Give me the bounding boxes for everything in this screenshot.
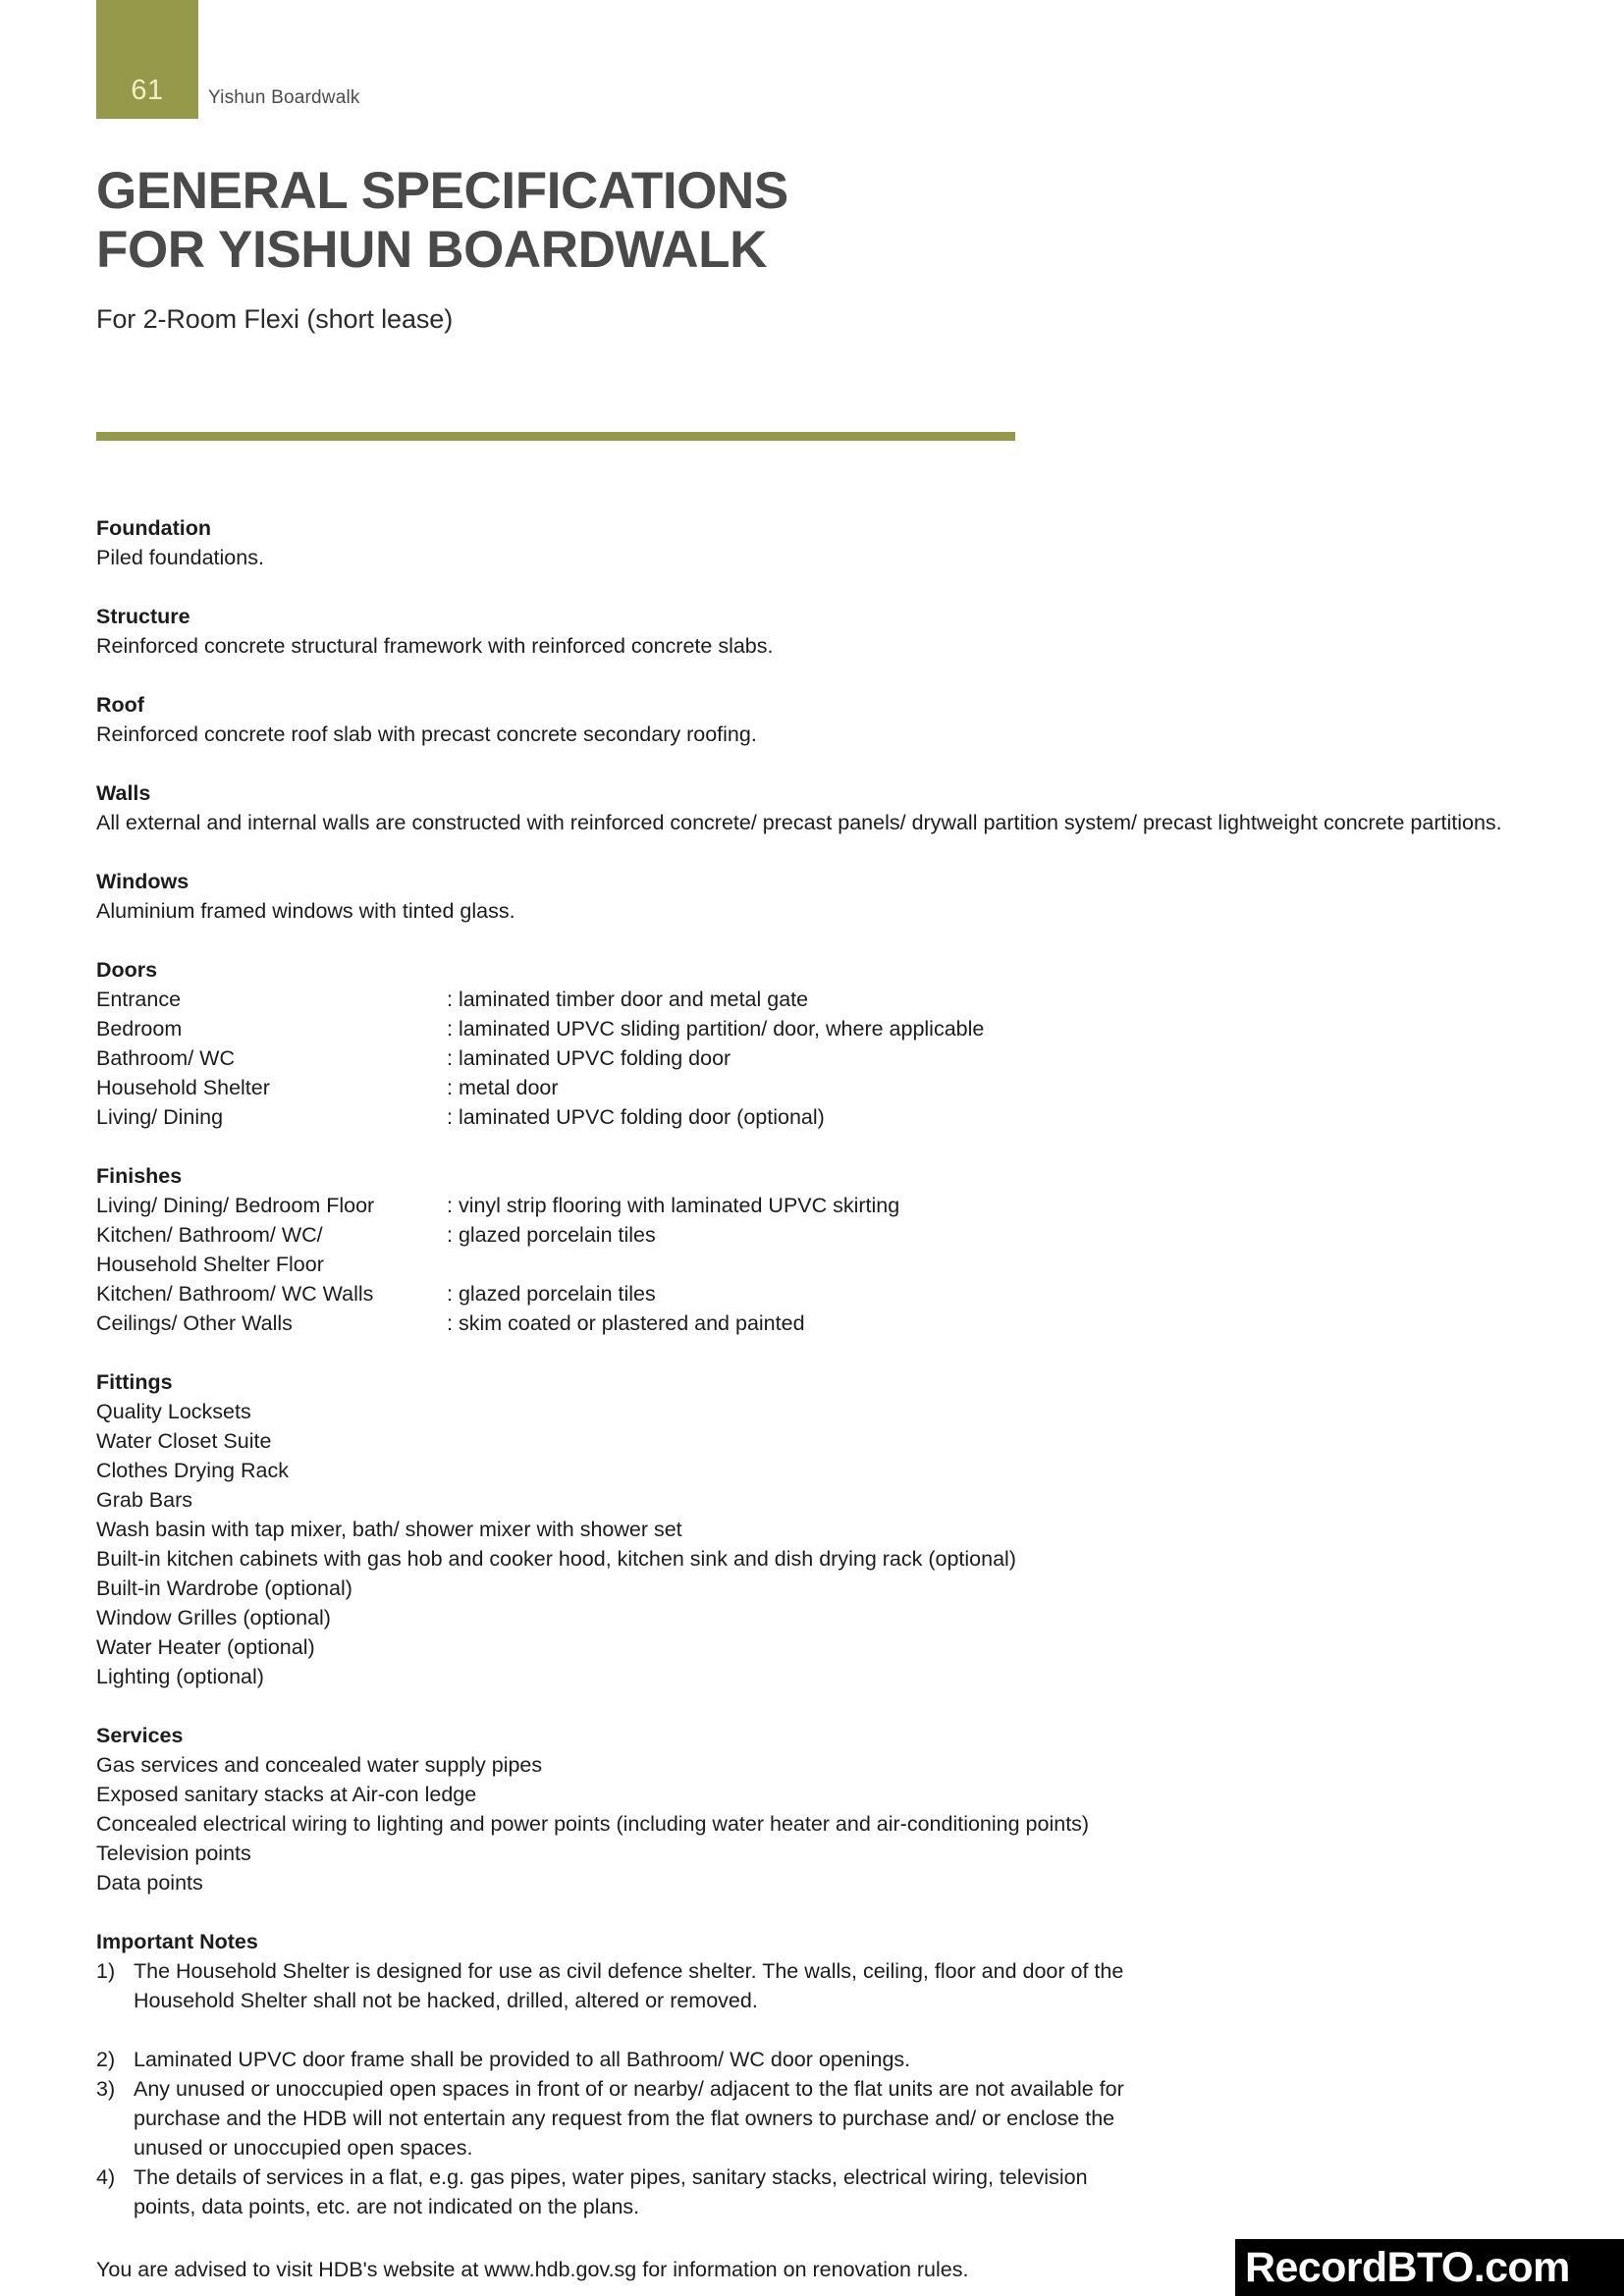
- spec-key: Bedroom: [96, 1017, 183, 1041]
- section-windows: [96, 867, 1540, 926]
- section-heading: Foundation: [96, 516, 212, 540]
- spec-key: Entrance: [96, 988, 182, 1011]
- page-subtitle: For 2-Room Flexi (short lease): [96, 304, 454, 334]
- section-line: Built-in Wardrobe (optional): [96, 1576, 352, 1600]
- spec-value: : skim coated or plastered and painted: [447, 1311, 805, 1335]
- section-line: Wash basin with tap mixer, bath/ shower mixer with shower set: [96, 1518, 682, 1541]
- spec-row: [96, 1191, 1540, 1220]
- section-line: Window Grilles (optional): [96, 1606, 331, 1629]
- section-line: Built-in kitchen cabinets with gas hob and cooker hood, kitchen sink and dish drying rack (optional): [96, 1547, 1016, 1571]
- note-item: [96, 2163, 1540, 2221]
- section-line: Grab Bars: [96, 1488, 192, 1512]
- section-doors: [96, 955, 1540, 1132]
- section-heading: Services: [96, 1724, 184, 1747]
- section-roof: [96, 690, 1540, 749]
- watermark: RecordBTO.com: [1235, 2239, 1624, 2296]
- page-title-line-1: GENERAL SPECIFICATIONS: [96, 162, 788, 220]
- spec-row: [96, 1102, 1540, 1132]
- note-number: 4): [96, 2165, 116, 2189]
- document-body: [96, 513, 1540, 2284]
- note-text: The details of services in a flat, e.g. gas pipes, water pipes, sanitary stacks, electrical wiring, television points, data points, etc. are not indicated on the plans.: [134, 2165, 1088, 2218]
- section-heading: Roof: [96, 693, 144, 717]
- section-line: Lighting (optional): [96, 1665, 264, 1688]
- section-walls: [96, 778, 1540, 837]
- section-important-notes: [96, 1927, 1540, 2284]
- section-line: All external and internal walls are constructed with reinforced concrete/ precast panels/ drywall partition system/ precast lightweight concrete partitions.: [96, 811, 1502, 834]
- note-text: Laminated UPVC door frame shall be provided to all Bathroom/ WC door openings.: [134, 2048, 911, 2071]
- renovation-rules-note: You are advised to visit HDB's website at www.hdb.gov.sg for information on renovation rules.: [96, 2258, 969, 2281]
- section-finishes: [96, 1161, 1540, 1338]
- spec-row: [96, 1073, 1540, 1102]
- section-structure: [96, 602, 1540, 661]
- section-heading: Finishes: [96, 1164, 183, 1188]
- note-number: 3): [96, 2077, 116, 2101]
- note-text: Any unused or unoccupied open spaces in front of or nearby/ adjacent to the flat units are not available for purchase and the HDB will not entertain any request from the flat owners to purchase and/ or enclose the unused or unoccupied open spaces.: [134, 2077, 1124, 2160]
- section-heading: Walls: [96, 781, 151, 805]
- spec-value: : glazed porcelain tiles: [447, 1223, 656, 1247]
- note-item: [96, 2074, 1540, 2163]
- spec-value: : laminated UPVC sliding partition/ door, where applicable: [447, 1017, 985, 1041]
- spec-value: : glazed porcelain tiles: [447, 1282, 656, 1306]
- spec-row: [96, 1250, 1540, 1279]
- section-heading: Doors: [96, 958, 158, 982]
- section-heading: Structure: [96, 605, 190, 628]
- section-line: Exposed sanitary stacks at Air-con ledge: [96, 1783, 477, 1806]
- section-line: Concealed electrical wiring to lighting and power points (including water heater and air-conditioning points): [96, 1812, 1090, 1836]
- page-label: Yishun Boardwalk: [208, 87, 360, 108]
- spec-row: [96, 1014, 1540, 1043]
- note-item: [96, 2045, 1540, 2074]
- section-line: Reinforced concrete structural framework with reinforced concrete slabs.: [96, 634, 774, 658]
- note-number: 1): [96, 1959, 116, 1983]
- note-item: [96, 1956, 1540, 2015]
- spec-row: [96, 1308, 1540, 1338]
- spec-row: [96, 985, 1540, 1014]
- spec-value: : laminated UPVC folding door (optional): [447, 1105, 825, 1129]
- spec-key: Household Shelter Floor: [96, 1253, 324, 1276]
- spec-key: Bathroom/ WC: [96, 1046, 235, 1070]
- spec-value: : metal door: [447, 1076, 559, 1099]
- spec-value: : vinyl strip flooring with laminated UPVC skirting: [447, 1194, 900, 1217]
- spec-value: [447, 1250, 1540, 1279]
- section-line: Clothes Drying Rack: [96, 1459, 289, 1482]
- section-line: Quality Locksets: [96, 1400, 251, 1423]
- section-line: Water Heater (optional): [96, 1635, 315, 1659]
- spec-value: : laminated timber door and metal gate: [447, 988, 809, 1011]
- section-line: Water Closet Suite: [96, 1429, 272, 1453]
- section-line: Gas services and concealed water supply pipes: [96, 1753, 543, 1777]
- section-heading: Important Notes: [96, 1930, 258, 1953]
- page-title: [96, 162, 788, 281]
- spec-key: Kitchen/ Bathroom/ WC/: [96, 1223, 323, 1247]
- section-line: Piled foundations.: [96, 546, 264, 569]
- section-heading: Fittings: [96, 1370, 173, 1394]
- spec-key: Ceilings/ Other Walls: [96, 1311, 293, 1335]
- spec-row: [96, 1279, 1540, 1308]
- section-foundation: [96, 513, 1540, 572]
- spec-row: [96, 1043, 1540, 1073]
- section-heading: Windows: [96, 870, 189, 893]
- spec-row: [96, 1220, 1540, 1250]
- note-number: 2): [96, 2048, 116, 2071]
- note-text: The Household Shelter is designed for use as civil defence shelter. The walls, ceiling, floor and door of the Household Shelter shall not be hacked, drilled, altered or removed.: [134, 1959, 1124, 2012]
- page-title-line-2: FOR YISHUN BOARDWALK: [96, 221, 767, 280]
- spec-value: : laminated UPVC folding door: [447, 1046, 731, 1070]
- accent-divider: [96, 432, 1015, 441]
- section-line: Television points: [96, 1842, 251, 1865]
- spec-key: Living/ Dining: [96, 1105, 224, 1129]
- section-line: Reinforced concrete roof slab with precast concrete secondary roofing.: [96, 722, 757, 746]
- section-fittings: [96, 1367, 1540, 1691]
- spec-key: Kitchen/ Bathroom/ WC Walls: [96, 1282, 374, 1306]
- section-services: [96, 1721, 1540, 1897]
- section-line: Aluminium framed windows with tinted glass.: [96, 899, 515, 923]
- spec-key: Living/ Dining/ Bedroom Floor: [96, 1194, 375, 1217]
- spec-key: Household Shelter: [96, 1076, 270, 1099]
- page-number: 61: [131, 75, 164, 106]
- section-line: Data points: [96, 1871, 203, 1895]
